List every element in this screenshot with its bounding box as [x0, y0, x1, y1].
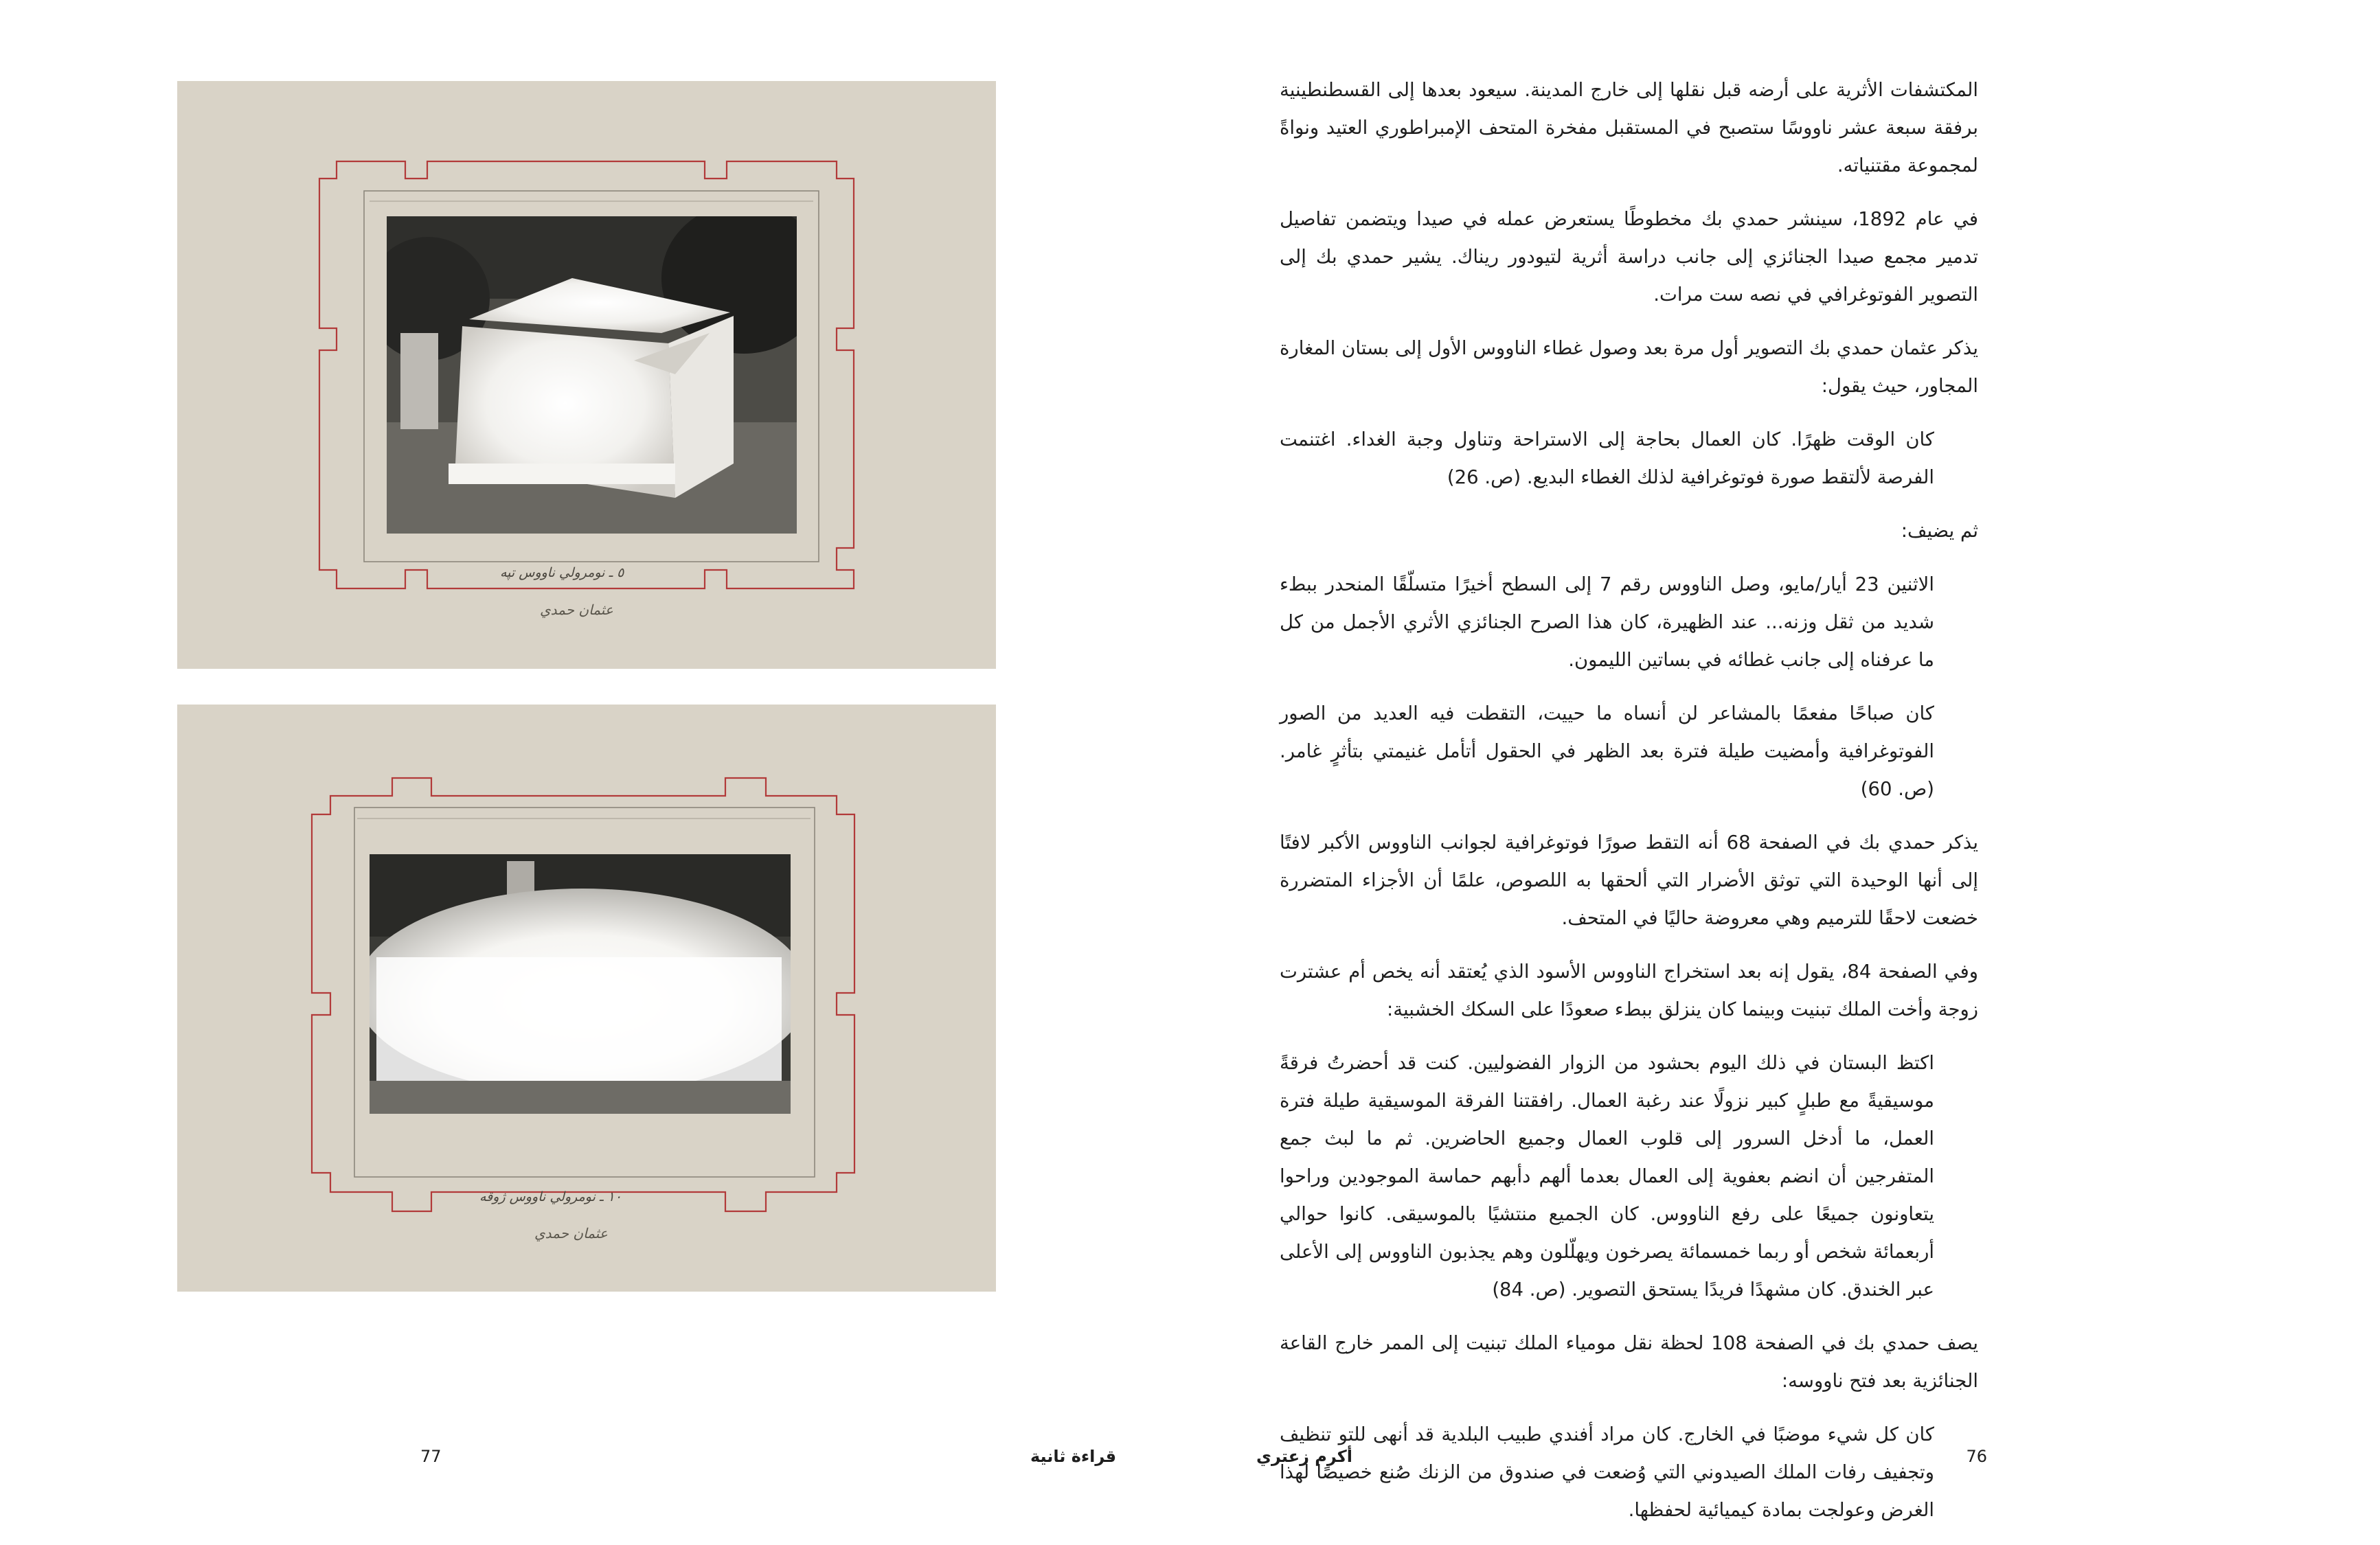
paragraph: ثم يضيف: [1901, 520, 1978, 542]
paragraph: وفي الصفحة 84، يقول إنه بعد استخراج الناووس الأسود الذي يُعتقد أنه يخص أم عشترت زوجة وأخت الملك تبنيت وبينما كان ينزلق ببطء صعودًا على السكك الخشبية: [1280, 961, 1978, 1020]
paragraph: يذكر عثمان حمدي بك التصوير أول مرة بعد وصول غطاء الناووس الأول إلى بستان المغارة المجاور، حيث يقول: [1280, 337, 1978, 397]
running-head-author: أكرم زعتري [1256, 1447, 1352, 1466]
paragraph: في عام 1892، سينشر حمدي بك مخطوطًا يستعرض عمله في صيدا ويتضمن تفاصيل تدمير مجمع صيدا الجنائزي إلى جانب دراسة أثرية لتيودور ريناك. يشير حمدي بك إلى التصوير الفوتوغرافي في نصه ست مرات. [1280, 208, 1978, 306]
main-text-column [1280, 71, 1978, 1545]
album-plate-bottom [177, 705, 996, 1292]
block-quote: اكتظ البستان في ذلك اليوم بحشود من الزوار الفضوليين. كنت قد أحضرتُ فرقةً موسيقيةً مع طبلٍ كبير نزولًا عند رغبة العمال. رافقتنا الفرقة الموسيقية طيلة فترة العمل، ما أدخل السرور إلى قلوب العمال وجميع الحاضرين. ثم ما لبث جمع المتفرجين أن انضم بعفوية إلى العمال بعدما ألهم دأبهم حماسة الموجودين وراحوا يتعاونون جميعًا على رفع الناووس. كان الجميع منتشيًا بالموسيقى. كانوا حوالي أربعمائة شخص أو ربما خمسمائة يصرخون ويهلّلون وهم يجذبون الناووس إلى الأعلى عبر الخندق. كان مشهدًا فريدًا يستحق التصوير. (ص. 84) [1280, 1052, 1934, 1301]
sarcophagus-photo-top [387, 216, 797, 534]
album-plate-top [177, 81, 996, 669]
block-quote: الاثنين 23 أيار/مايو، وصل الناووس رقم 7 إلى السطح أخيرًا متسلّقًا المنحدر ببطء شديد من ثقل وزنه... عند الظهيرة، كان هذا الصرح الجنائزي الأثري الأجمل من كل ما عرفناه إلى جانب غطائه في بساتين الليمون. [1280, 573, 1934, 671]
sarcophagus-photo-bottom [370, 854, 791, 1114]
paragraph: يذكر حمدي بك في الصفحة 68 أنه التقط صورًا فوتوغرافية لجوانب الناووس الأكبر لافتًا إلى أنها الوحيدة التي توثق الأضرار التي ألحقها به اللصوص، علمًا أن الأجزاء المتضررة خضعت لاحقًا للترميم وهي معروضة حاليًا في المتحف. [1280, 832, 1979, 929]
plate-signature: عثمان حمدي [534, 1225, 608, 1241]
block-quote: كان الوقت ظهرًا. كان العمال بحاجة إلى الاستراحة وتناول وجبة الغداء. اغتنمت الفرصة لألتقط صورة فوتوغرافية لذلك الغطاء البديع. (ص. 26) [1280, 428, 1934, 488]
page-number-left: 77 [420, 1447, 442, 1466]
block-quote: كان كل شيء موضبًا في الخارج. كان مراد أفندي طبيب البلدية قد أنهى للتو تنظيف وتجفيف رفات الملك الصيدوني التي وُضعت في صندوق من الزنك صُنع خصيصًا لهذا الغرض وعولجت بمادة كيميائية لحفظها. [1280, 1423, 1934, 1521]
paragraph: المكتشفات الأثرية على أرضه قبل نقلها إلى خارج المدينة. سيعود بعدها إلى القسطنطينية برفقة سبعة عشر ناووسًا ستصبح في المستقبل مفخرة المتحف الإمبراطوري العتيد ونواةً لمجموعة مقتنياته. [1280, 79, 1978, 176]
plate-caption: ٥ ـ نومرولي ناووس تپه [500, 565, 624, 580]
plate-caption: ١٠ ـ نومرولي ناووس ژوقه [479, 1189, 622, 1204]
block-quote: كان صباحًا مفعمًا بالمشاعر لن أنساه ما حييت، التقطت فيه العديد من الصور الفوتوغرافية وأمضيت طيلة فترة بعد الظهر في الحقول أتأمل غنيمتي بتأثرٍ غامر. (ص. 60) [1280, 702, 1934, 800]
page-number-right: 76 [1966, 1447, 1987, 1466]
running-head-section: قراءة ثانية [1030, 1447, 1117, 1466]
plate-signature: عثمان حمدي [540, 602, 613, 618]
paragraph: يصف حمدي بك في الصفحة 108 لحظة نقل مومياء الملك تبنيت إلى الممر خارج القاعة الجنائزية بعد فتح ناووسه: [1280, 1332, 1979, 1392]
